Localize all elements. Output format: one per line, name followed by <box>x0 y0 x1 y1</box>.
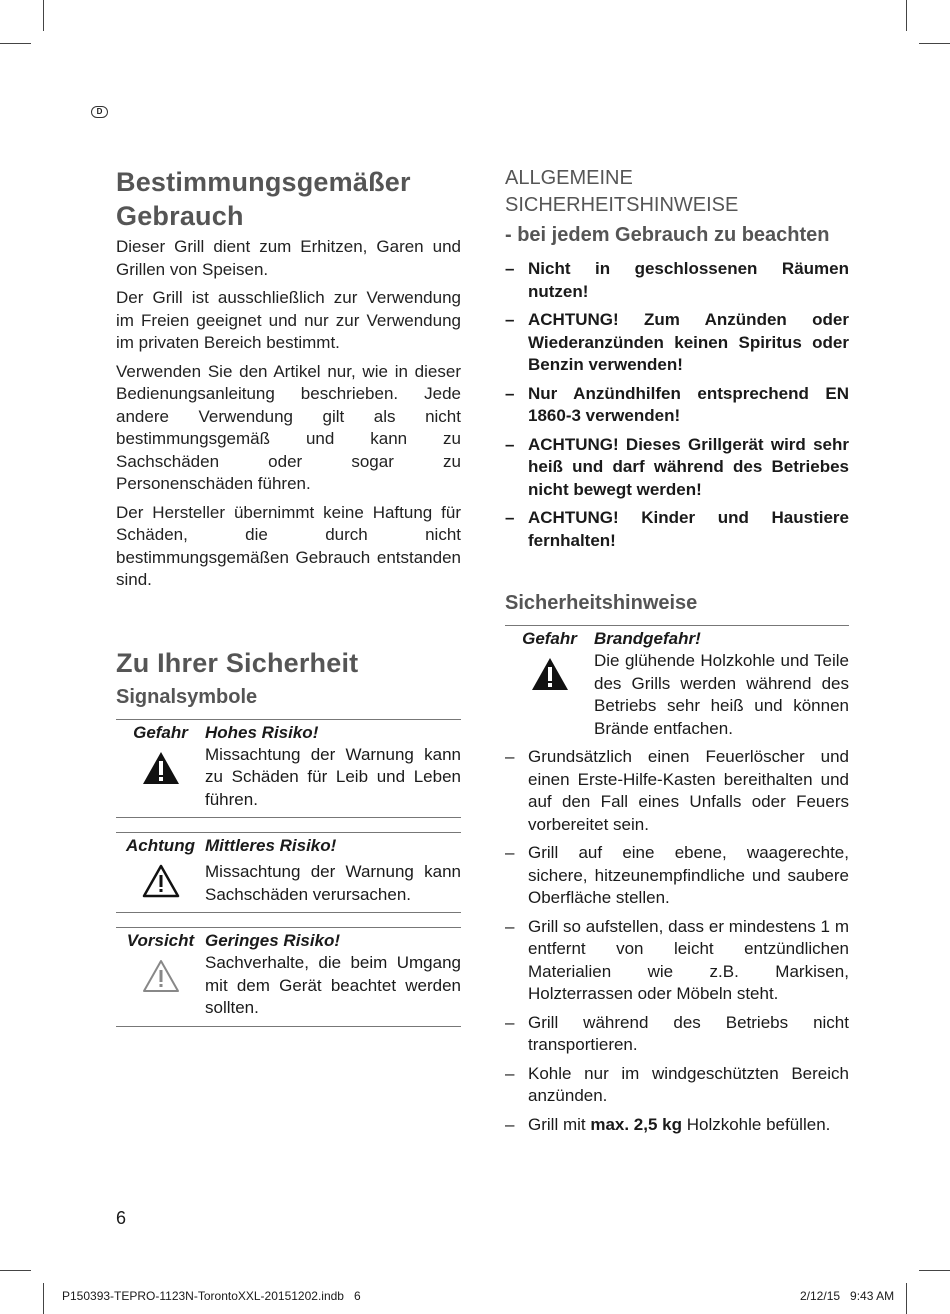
list-item: – ACHTUNG! Dieses Grillgerät wird sehr heiß und darf während des Betriebes nicht bewegt werden! <box>505 434 849 499</box>
list-item: – Grill so aufstellen, dass er mindestens 1 m entfernt von leicht entzündlichen Materialien wie z.B. Markisen, Holzterrassen oder Möbeln steht. <box>505 916 849 1003</box>
signal-word: Gefahr <box>133 722 188 742</box>
list-item: – Grill mit max. 2,5 kg Holzkohle befüllen. <box>505 1114 831 1134</box>
footer-file-info: P150393-TEPRO-1123N-TorontoXXL-20151202.indb 6 <box>62 1289 361 1303</box>
intended-use-body <box>116 236 461 592</box>
language-badge: D <box>91 106 108 118</box>
signal-row-caution <box>116 832 461 913</box>
list-item: – Grundsätzlich einen Feuerlöscher und einen Erste-Hilfe-Kasten bereithalten und auf den Fall eines Unfalls oder Feuers vorbereitet sein. <box>505 747 849 834</box>
signal-word: Gefahr <box>522 629 577 648</box>
signal-row-warning <box>116 927 461 1027</box>
list-item: – Kohle nur im windgeschützten Bereich anzünden. <box>505 1063 849 1105</box>
warning-filled-icon <box>141 750 181 786</box>
signal-title: Hohes Risiko! <box>205 722 319 742</box>
signal-text: Missachtung der Warnung kann Sachschäden verursachen. <box>205 862 461 904</box>
subsection-title-signal-symbols: Signalsymbole <box>116 685 258 708</box>
page-number: 6 <box>116 1208 127 1228</box>
crop-mark <box>43 1283 44 1314</box>
paragraph: Dieser Grill dient zum Erhitzen, Garen und Grillen von Speisen. <box>116 237 461 279</box>
signal-text: Sachverhalte, die beim Umgang mit dem Gerät beachtet werden sollten. <box>205 953 461 1017</box>
warning-outline-icon <box>141 863 181 899</box>
list-item: – Grill auf eine ebene, waagerechte, sichere, hitzeunempfindliche und saubere Oberfläche stellen. <box>505 843 849 907</box>
paragraph: Der Hersteller übernimmt keine Haftung für Schäden, die durch nicht bestimmungsgemäßen Gebrauch entstanden sind. <box>116 502 461 589</box>
list-item: – ACHTUNG! Zum Anzünden oder Wiederanzünden keinen Spiritus oder Benzin verwenden! <box>505 310 849 374</box>
signal-title: Mittleres Risiko! <box>205 836 337 855</box>
list-item: – Nur Anzündhilfen entsprechend EN 1860-3 verwenden! <box>505 383 849 425</box>
signal-word: Achtung <box>126 836 195 855</box>
crop-mark <box>0 1270 31 1271</box>
signal-text: Missachtung der Warnung kann zu Schäden für Leib und Leben führen. <box>205 744 461 809</box>
safety-hints-list <box>505 746 849 1136</box>
crop-mark <box>43 0 44 31</box>
right-column <box>505 165 849 1142</box>
crop-mark <box>0 43 31 44</box>
list-item: – ACHTUNG! Kinder und Haustiere fernhalten! <box>505 508 849 550</box>
footer-date: 2/12/15 9:43 AM <box>800 1289 895 1303</box>
crop-mark <box>906 1283 907 1314</box>
signal-row-danger <box>116 720 461 819</box>
general-safety-list <box>505 258 849 552</box>
paragraph: Verwenden Sie den Artikel nur, wie in dieser Bedienungsanleitung beschrieben. Jede andere Verwendung gilt als nicht bestimmungsgemäß und kann zu Sachschäden oder sogar zu Personenschäden führen. <box>116 361 461 493</box>
signal-word: Vorsicht <box>126 931 195 950</box>
list-item: – Nicht in geschlossenen Räumen nutzen! <box>505 259 849 301</box>
signal-title: Brandgefahr! <box>594 629 701 648</box>
list-item: – Grill während des Betriebs nicht transportieren. <box>505 1012 849 1054</box>
paragraph: Der Grill ist ausschließlich zur Verwendung im Freien geeignet und nur zur Verwendung im privaten Bereich bestimmt. <box>116 288 461 352</box>
left-column <box>116 165 461 1027</box>
subsection-title-safety-hints: Sicherheitshinweise <box>505 592 698 614</box>
signal-symbols-table <box>116 719 461 1027</box>
section-title-intended-use: Bestimmungsgemäßer Gebrauch <box>116 167 411 231</box>
warning-light-icon <box>141 958 181 994</box>
signal-title: Geringes Risiko! <box>205 931 341 950</box>
crop-mark <box>906 0 907 31</box>
section-title-general-safety: ALLGEMEINE SICHERHEITSHINWEISE <box>505 167 739 216</box>
general-safety-subtitle: - bei jedem Gebrauch zu beachten <box>505 224 830 246</box>
danger-box <box>505 625 849 742</box>
warning-filled-icon <box>530 656 570 692</box>
section-title-safety: Zu Ihrer Sicherheit <box>116 647 359 678</box>
crop-mark <box>919 43 950 44</box>
signal-text: Die glühende Holzkohle und Teile des Grills werden während des Betriebs sehr heiß und können Brände entfachen. <box>594 651 849 738</box>
crop-mark <box>919 1270 950 1271</box>
